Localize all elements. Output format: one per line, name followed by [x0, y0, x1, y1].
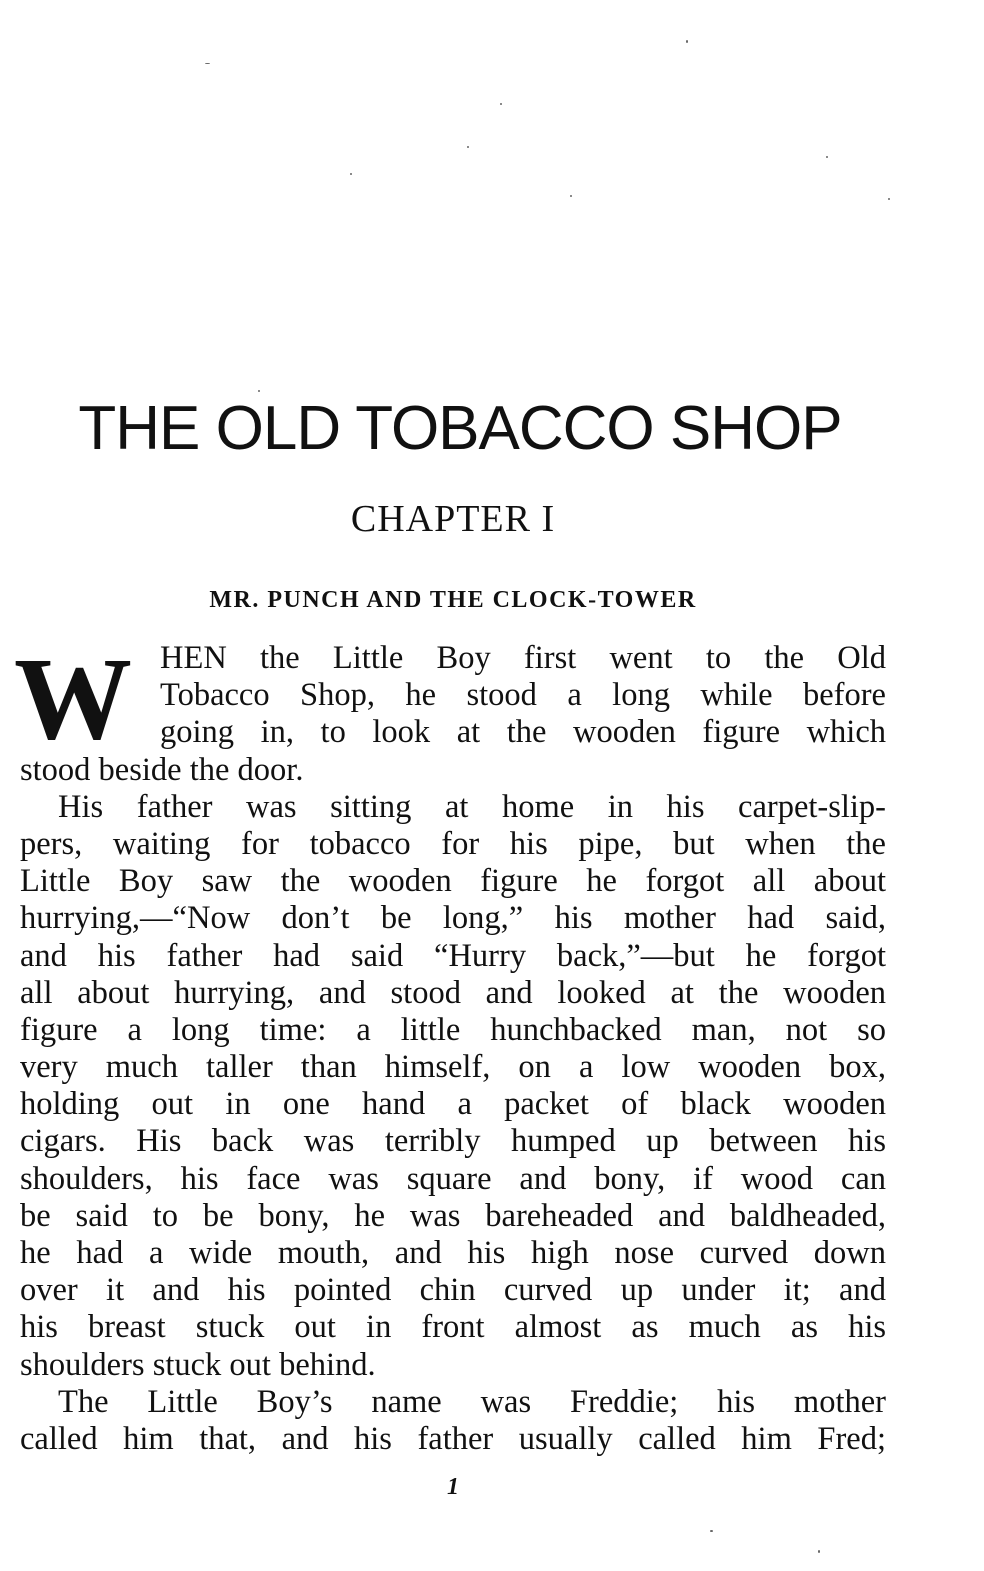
chapter-heading: CHAPTER I	[350, 498, 556, 540]
print-speck	[818, 1550, 820, 1553]
page-number: 1	[447, 1474, 459, 1500]
book-title: THE OLD TOBACCO SHOP	[78, 394, 842, 463]
text-line: called him that, and his father usually called him Fred;	[20, 1420, 886, 1457]
text-line: HEN the Little Boy first went to the Old	[160, 640, 886, 676]
text-line: Little Boy saw the wooden figure he forgot all about	[20, 863, 886, 900]
print-speck	[826, 156, 828, 158]
text-line: going in, to look at the wooden figure which	[160, 714, 886, 751]
text-line: over it and his pointed chin curved up under it; and	[20, 1272, 886, 1309]
print-speck	[710, 1530, 713, 1532]
text-line: The Little Boy’s name was Freddie; his mother	[58, 1383, 886, 1420]
text-line: he had a wide mouth, and his high nose curved down	[20, 1235, 886, 1271]
text-line: be said to be bony, he was bareheaded and baldheaded,	[20, 1197, 886, 1234]
chapter-body-text	[20, 640, 886, 1458]
text-line: His father was sitting at home in his carpet-slip-	[58, 788, 886, 825]
print-speck	[500, 103, 502, 105]
print-speck	[686, 40, 688, 43]
drop-cap: W	[14, 633, 128, 764]
text-line: shoulders stuck out behind.	[20, 1346, 376, 1383]
text-line: his breast stuck out in front almost as much as his	[20, 1309, 886, 1346]
text-line: figure a long time: a little hunchbacked man, not so	[20, 1011, 886, 1048]
text-line: stood beside the door.	[20, 751, 304, 788]
print-speck	[258, 390, 260, 392]
text-line: shoulders, his face was square and bony, if wood can	[20, 1160, 886, 1197]
print-speck	[205, 63, 210, 64]
print-speck	[888, 198, 890, 200]
text-line: hurrying,—“Now don’t be long,” his mother had said,	[20, 900, 886, 937]
text-line: pers, waiting for tobacco for his pipe, but when the	[20, 825, 886, 862]
text-line: holding out in one hand a packet of black wooden	[20, 1086, 886, 1123]
print-speck	[467, 146, 469, 148]
text-line: cigars. His back was terribly humped up between his	[20, 1123, 886, 1160]
text-line: and his father had said “Hurry back,”—but he forgot	[20, 937, 886, 974]
text-line: very much taller than himself, on a low wooden box,	[20, 1049, 886, 1086]
chapter-title: MR. PUNCH AND THE CLOCK-TOWER	[209, 587, 697, 613]
text-line: all about hurrying, and stood and looked at the wooden	[20, 974, 886, 1011]
text-line: Tobacco Shop, he stood a long while before	[160, 677, 886, 714]
print-speck	[570, 195, 572, 197]
print-speck	[350, 173, 352, 175]
